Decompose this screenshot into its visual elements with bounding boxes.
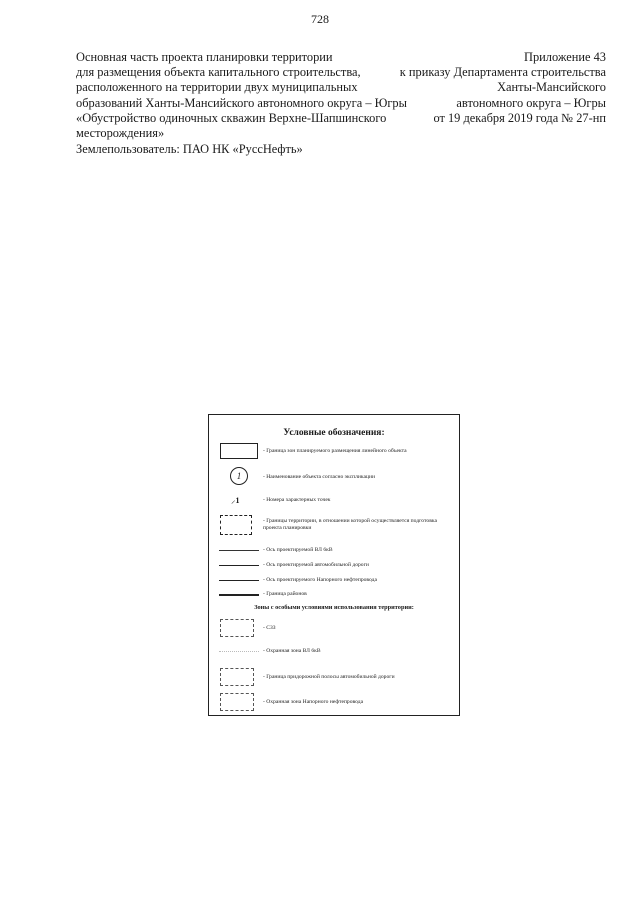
solid-box-symbol xyxy=(217,441,263,461)
land-user: Землепользователь: ПАО НК «РуссНефть» xyxy=(76,142,303,157)
page-number: 728 xyxy=(311,12,329,26)
numbered-circle-symbol xyxy=(217,467,263,487)
title-line: месторождения» xyxy=(76,126,165,141)
zone-item-sanitary xyxy=(217,618,453,638)
zone-item-power-line-protection xyxy=(217,641,453,661)
zone-label: - СЗЗ xyxy=(263,624,276,631)
zone-label: - Охранная зона Напорного нефтепровода xyxy=(263,698,364,705)
legend-label: - Границы территории, в отношении которой осуществляется подготовка проекта планировки xyxy=(263,518,437,531)
legend-item-zone-boundary xyxy=(217,441,453,461)
legend-box xyxy=(208,414,460,716)
title-line: «Обустройство одиночных скважин Верхне-Шапшинского xyxy=(76,110,387,125)
zone-label: - Граница придорожной полосы автомобильной дороги xyxy=(263,673,395,680)
thin-dashed-box-symbol xyxy=(217,692,263,712)
thin-dashed-box-symbol xyxy=(217,667,263,687)
point-number: 1 xyxy=(235,496,240,505)
legend-title: Условные обозначения: xyxy=(283,428,385,438)
zone-item-roadside-strip xyxy=(217,667,453,687)
zone-label: - Охранная зона ВЛ 6кВ xyxy=(263,647,321,654)
legend-label: - Ось проектируемого Напорного нефтепровода xyxy=(263,576,377,583)
boundary-line-symbol xyxy=(217,584,263,604)
title-line: образований Ханты-Мансийского автономного округа – Югры xyxy=(76,95,407,110)
appendix-line: от 19 декабря 2019 года № 27-нп xyxy=(433,110,606,125)
legend-label: - Номера характерных точек xyxy=(263,496,331,503)
appendix-reference xyxy=(346,50,606,126)
legend-label: - Ось проектируемой автомобильной дороги xyxy=(263,561,369,568)
title-line: для размещения объекта капитального строительства, xyxy=(76,65,361,80)
legend-label: - Наименование объекта согласно экспликации xyxy=(263,473,375,480)
appendix-line: Приложение 43 xyxy=(524,50,606,64)
legend-label: - Граница зон планируемого размещения линейного объекта xyxy=(263,447,407,454)
appendix-line: автономного округа – Югры xyxy=(456,95,606,110)
legend-label: - Граница районов xyxy=(263,590,307,597)
legend-item-district-boundary xyxy=(217,584,453,604)
point-number-symbol: ⸝1 xyxy=(231,495,240,505)
legend-item-point-numbers xyxy=(217,490,453,510)
legend-item-object-name xyxy=(217,467,453,487)
circle-number: 1 xyxy=(230,467,248,485)
title-line: Основная часть проекта планировки территории xyxy=(76,50,333,64)
legend-item-planning-territory xyxy=(217,513,453,537)
dashed-box-symbol xyxy=(217,515,263,535)
zone-item-pipeline-protection xyxy=(217,692,453,712)
thin-dashed-box-symbol xyxy=(217,618,263,638)
faint-line-symbol xyxy=(217,641,263,661)
title-line: расположенного на территории двух муниципальных xyxy=(76,80,358,95)
appendix-line: к приказу Департамента строительства xyxy=(399,65,606,80)
appendix-line: Ханты-Мансийского xyxy=(497,80,606,95)
zones-title: Зоны с особыми условиями использования территории: xyxy=(254,604,414,611)
legend-label: - Ось проектируемой ВЛ 6кВ xyxy=(263,546,333,553)
